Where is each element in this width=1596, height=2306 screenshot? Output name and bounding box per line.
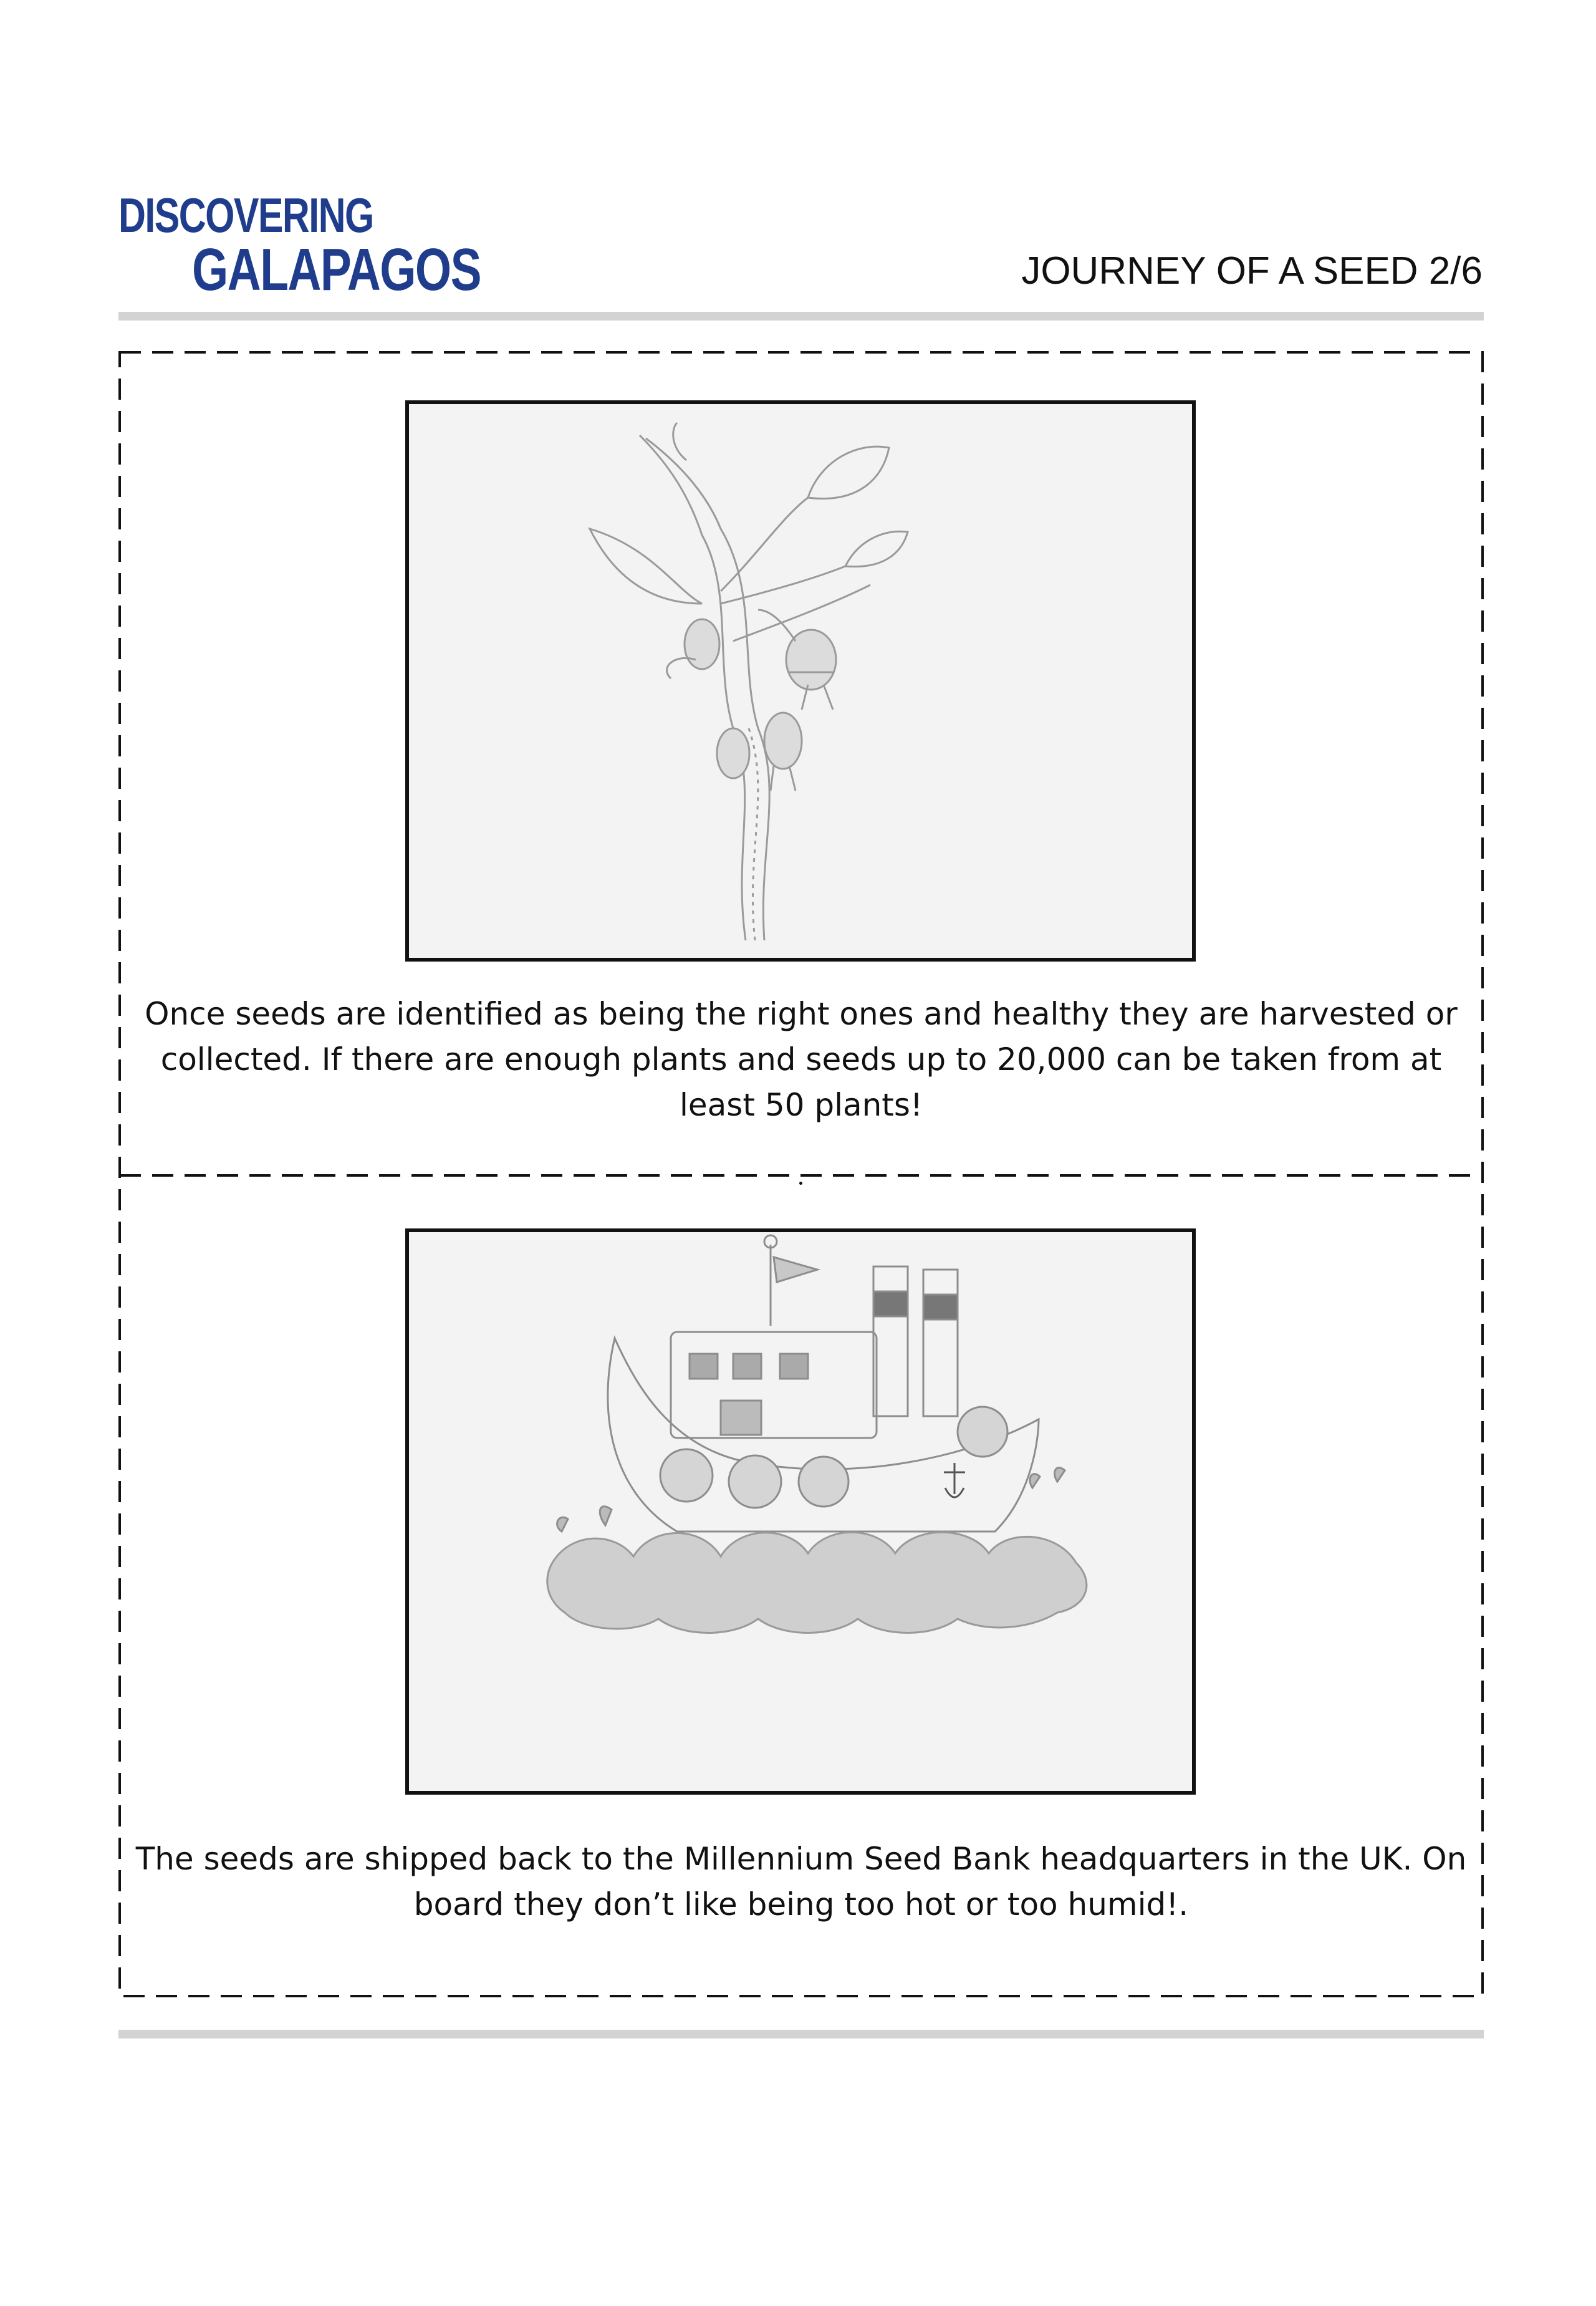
logo-line-galapagos: GALAPAGOS [192,236,481,303]
panel-2-caption: The seeds are shipped back to the Millennium Seed Bank headquarters in the UK. On board they don’t like being too hot or too humid!. [135,1841,1467,1922]
page-title: JOURNEY OF A SEED 2/6 [1021,249,1483,292]
header-divider [118,312,1484,321]
footer-divider [118,2030,1484,2038]
logo-line-discovering: DISCOVERING [118,188,373,243]
seeds-on-plant-drawing [409,404,1192,958]
panel-1-caption: Once seeds are identified as being the right ones and healthy they are harvested or collected. If there are enough plants and seeds up to 20,000 can be taken from at least 50 plants! [145,996,1458,1123]
seed-boat-drawing [409,1232,1192,1791]
panel-1-illustration [405,400,1196,962]
panel-2-illustration [405,1228,1196,1795]
stray-dot [799,1182,802,1185]
discovering-galapagos-logo [118,188,481,303]
